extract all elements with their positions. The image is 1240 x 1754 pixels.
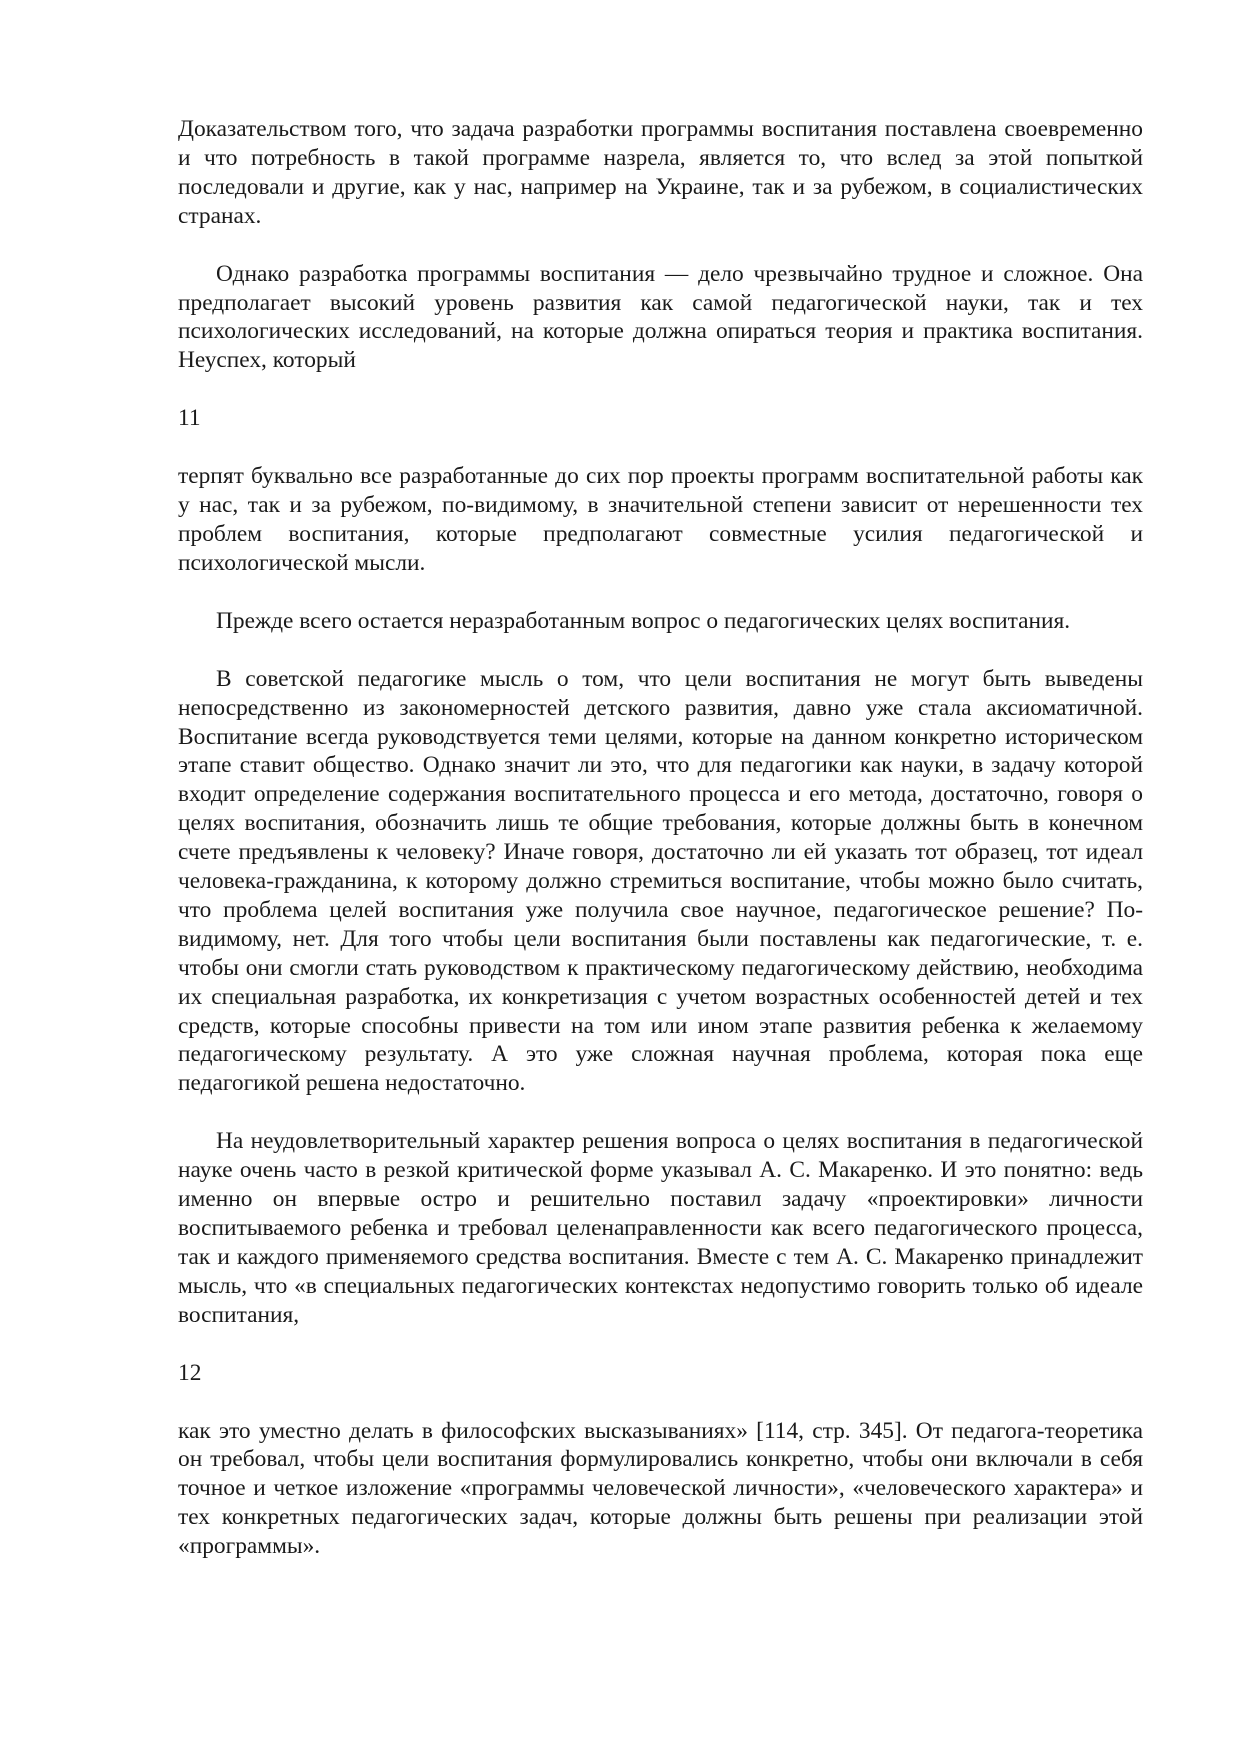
text-column	[178, 115, 1143, 1590]
paragraph-2: Однако разработка программы воспитания — дело чрезвычайно трудное и сложное. Она предполагает высокий уровень развития как самой педагогической науки, так и тех психологических исследований, на которые должна опираться теория и практика воспитания. Неуспех, который	[178, 260, 1143, 374]
paragraph-6: На неудовлетворительный характер решения вопроса о целях воспитания в педагогической науке очень часто в резкой критической форме указывал А. С. Макаренко. И это понятно: ведь именно он впервые остро и решительно поставил задачу «проектировки» личности воспитываемого ребенка и требовал целенаправленности как всего педагогического процесса, так и каждого применяемого средства воспитания. Вместе с тем А. С. Макаренко принадлежит мысль, что «в специальных педагогических контекстах недопустимо говорить только об идеале воспитания,	[178, 1128, 1143, 1328]
paragraph-1: Доказательством того, что задача разработки программы воспитания поставлена своевременно и что потребность в такой программе назрела, является то, что вслед за этой попыткой последовали и другие, как у нас, например на Украине, так и за рубежом, в социалистических странах.	[178, 116, 1143, 229]
paragraph-4: Прежде всего остается неразработанным вопрос о педагогических целях воспитания.	[216, 607, 1071, 634]
paragraph-5: В советской педагогике мысль о том, что цели воспитания не могут быть выведены непосредственно из закономерностей детского развития, давно уже стала аксиоматичной. Воспитание всегда руководствуется теми целями, которые на данном конкретно историческом этапе ставит общество. Однако значит ли это, что для педагогики как науки, в задачу которой входит определение содержания воспитательного процесса и его метода, достаточно, говоря о целях воспитания, обозначить лишь те общие требования, которые должны быть в конечном счете предъявлены к человеку? Иначе говоря, достаточно ли ей указать тот образец, тот идеал человека-гражданина, к которому должно стремиться воспитание, чтобы можно было считать, что проблема целей воспитания уже получила свое научное, педагогическое решение? По-видимому, нет. Для того чтобы цели воспитания были поставлены как педагогические, т. е. чтобы они смогли стать руководством к практическому педагогическому действию, необходима их специальная разработка, их конкретизация с учетом возрастных особенностей детей и тех средств, которые способны привести на том или ином этапе развития ребенка к желаемому педагогическому результату. А это уже сложная научная проблема, которая пока еще педагогикой решена недостаточно.	[178, 665, 1143, 1097]
page-number-11: 11	[178, 405, 201, 432]
paragraph-3: терпят буквально все разработанные до сих пор проекты программ воспитательной работы как у нас, так и за рубежом, по-видимому, в значительной степени зависит от нерешенности тех проблем воспитания, которые предполагают совместные усилия педагогической и психологической мысли.	[178, 463, 1143, 576]
paragraph-7: как это уместно делать в философских высказываниях» [114, стр. 345]. От педагога-теоретика он требовал, чтобы цели воспитания формулировались конкретно, чтобы они включали в себя точное и четкое изложение «программы человеческой личности», «человеческого характера» и тех конкретных педагогических задач, которые должны быть решены при реализации этой «программы».	[178, 1417, 1143, 1560]
page-number-12: 12	[178, 1359, 202, 1386]
